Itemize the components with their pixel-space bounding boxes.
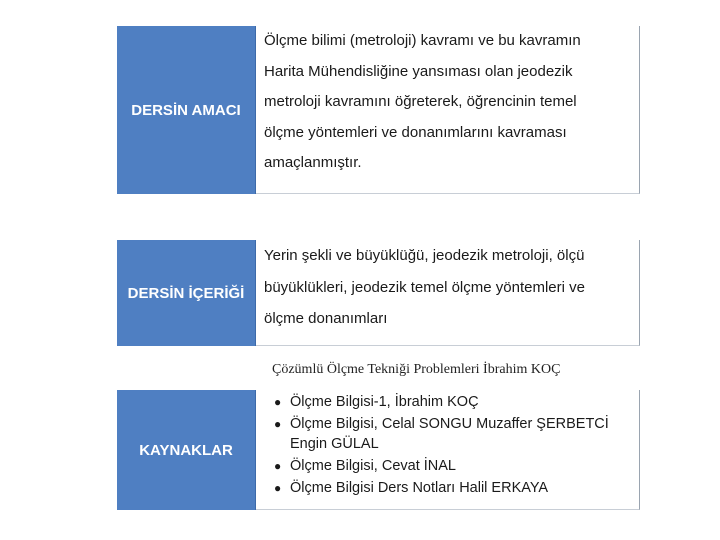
reference-item: ● Ölçme Bilgisi, Cevat İNAL [274, 458, 456, 474]
course-content-line: Yerin şekli ve büyüklüğü, jeodezik metroloji, ölçü [264, 247, 585, 264]
course-aim-line: amaçlanmıştır. [264, 154, 362, 171]
course-content-line: büyüklükleri, jeodezik temel ölçme yöntemleri ve [264, 278, 585, 296]
reference-caption: Çözümlü Ölçme Tekniği Problemleri İbrahim KOÇ [272, 362, 561, 377]
reference-item: ● Ölçme Bilgisi Ders Notları Halil ERKAYA [274, 480, 549, 496]
course-aim-label: DERSİN AMACI [117, 26, 256, 194]
references-label: KAYNAKLAR [117, 390, 256, 510]
references-list [264, 390, 633, 498]
course-content-text [256, 240, 640, 346]
reference-item: ● Ölçme Bilgisi-1, İbrahim KOÇ [274, 394, 479, 410]
course-aim-block [117, 26, 640, 194]
course-aim-text [256, 26, 640, 194]
references-block [117, 390, 640, 510]
references-content [256, 390, 640, 510]
course-aim-line: Harita Mühendisliğine yansıması olan jeodezik [264, 62, 573, 80]
reference-item: ● Ölçme Bilgisi, Celal SONGU Muzaffer ŞERBETCİ Engin GÜLAL [274, 416, 609, 452]
course-content-line: ölçme donanımları [264, 310, 388, 327]
bullet-icon: ● [274, 481, 282, 495]
course-aim-line: Ölçme bilimi (metroloji) kavramı ve bu kavramın [264, 32, 581, 49]
course-content-label: DERSİN İÇERİĞİ [117, 240, 256, 346]
bullet-icon: ● [274, 417, 282, 431]
bullet-icon: ● [274, 459, 282, 473]
course-aim-line: metroloji kavramını öğreterek, öğrencinin temel [264, 93, 577, 110]
course-content-block [117, 240, 640, 346]
bullet-icon: ● [274, 395, 282, 409]
course-aim-line: ölçme yöntemleri ve donanımlarını kavraması [264, 123, 567, 141]
